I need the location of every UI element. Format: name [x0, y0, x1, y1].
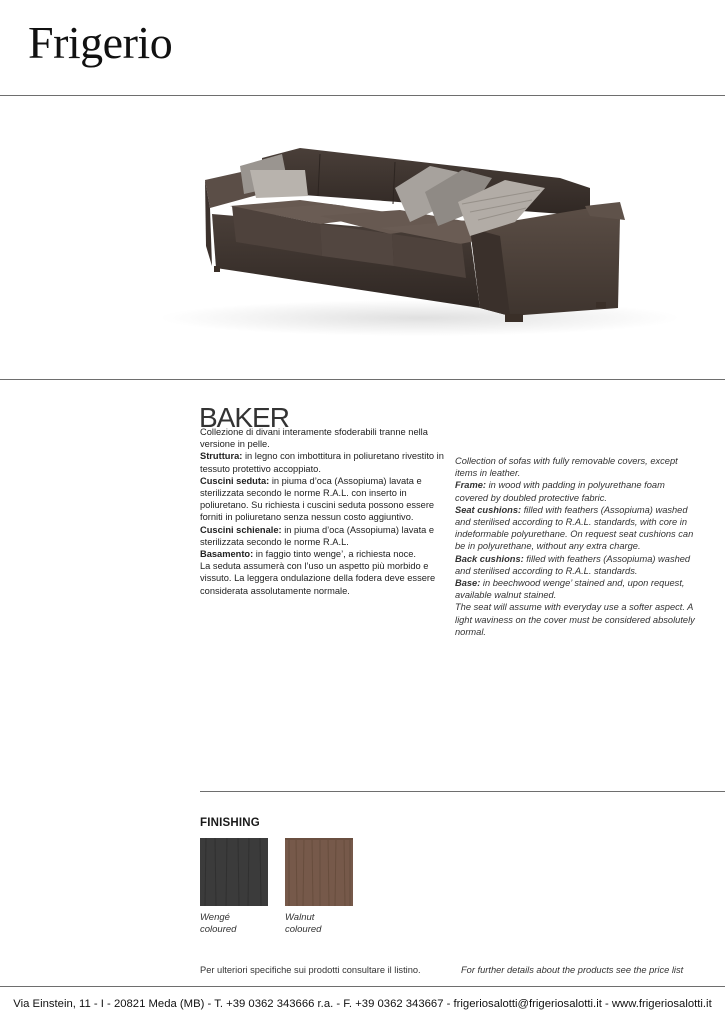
- footer-divider: [0, 986, 725, 987]
- italian-description: [200, 426, 444, 597]
- finishing-divider: [200, 791, 725, 792]
- sofa-illustration: [0, 96, 725, 379]
- product-photo: [0, 96, 725, 379]
- en-back-text: filled with feathers (Assopiuma) washed and sterilised according to R.A.L. standards.: [455, 553, 691, 576]
- en-base-text: in beechwood wenge’ stained and, upon request, available walnut stained.: [455, 578, 685, 601]
- en-seat-text: filled with feathers (Assopiuma) washed and sterilised according to R.A.L. standards, with core in indeformable polyurethane. On request seat cushions can be in polyurethane, without any extra charge.: [455, 504, 694, 552]
- en-note: The seat will assume with everyday use a softer aspect. A light waviness on the cover must be considered absolutely normal.: [455, 602, 695, 637]
- wenge-label-line2: coloured: [200, 924, 237, 935]
- en-base-label: Base:: [455, 578, 481, 589]
- it-back-label: Cuscini schienale:: [200, 524, 282, 535]
- english-description: [455, 455, 700, 638]
- walnut-label-line2: coloured: [285, 924, 322, 935]
- en-frame-label: Frame:: [455, 480, 487, 491]
- it-base-label: Basamento:: [200, 549, 254, 560]
- en-back-label: Back cushions:: [455, 553, 524, 564]
- en-intro: Collection of sofas with fully removable covers, except items in leather.: [455, 456, 678, 479]
- product-title: BAKER: [199, 402, 289, 433]
- en-back: [455, 553, 700, 577]
- company-address-footer: Via Einstein, 11 - I - 20821 Meda (MB) - T. +39 0362 343666 r.a. - F. +39 0362 343667 - frigeriosalotti@frigeriosalotti.it - www.frigeriosalotti.it: [13, 998, 712, 1010]
- en-frame: [455, 479, 700, 503]
- it-frame-text: in legno con imbottitura in poliuretano rivestito in tessuto protettivo accoppiato.: [200, 451, 444, 474]
- en-base: [455, 577, 700, 601]
- en-frame-text: in wood with padding in polyurethane foam covered by doubled protective fabric.: [455, 480, 665, 503]
- walnut-texture: [285, 838, 353, 906]
- it-frame-label: Struttura:: [200, 451, 243, 462]
- it-intro: Collezione di divani interamente sfoderabili tranne nella versione in pelle.: [200, 427, 428, 450]
- en-seat: [455, 504, 700, 553]
- wenge-texture: [200, 838, 268, 906]
- it-seat: [200, 475, 444, 524]
- swatch-walnut-label: [285, 912, 365, 936]
- it-back: [200, 524, 444, 548]
- walnut-label-line1: Walnut: [285, 912, 315, 923]
- it-back-text: in piuma d’oca (Assopiuma) lavata e sterilizzata secondo le norme R.A.L.: [200, 524, 435, 547]
- it-seat-label: Cuscini seduta:: [200, 475, 270, 486]
- swatch-wenge-label: [200, 912, 280, 936]
- price-list-note-english: For further details about the products see the price list: [461, 965, 684, 975]
- it-base: [200, 548, 444, 560]
- it-seat-text: in piuma d’oca (Assopiuma) lavata e sterilizzata secondo le norme R.A.L. con inserto in poliuretano. Su richiesta i cuscini seduta possono essere forniti in poliuretano senza nessun costo aggiuntivo.: [200, 475, 435, 523]
- it-base-text: in faggio tinto wenge’, a richiesta noce.: [253, 549, 417, 560]
- wenge-label-line1: Wengé: [200, 912, 230, 923]
- en-seat-label: Seat cushions:: [455, 504, 522, 515]
- photo-divider: [0, 379, 725, 380]
- brand-logo: Frigerio: [28, 17, 173, 68]
- finishing-heading: FINISHING: [200, 817, 260, 829]
- swatch-wenge: [200, 838, 268, 906]
- it-frame: [200, 450, 444, 474]
- it-note: La seduta assumerà con l’uso un aspetto più morbido e vissuto. La leggera ondulazione della fodera deve essere considerata assolutamente normale.: [200, 561, 436, 596]
- price-list-note-italian: Per ulteriori specifiche sui prodotti consultare il listino.: [200, 965, 421, 975]
- swatch-walnut: [285, 838, 353, 906]
